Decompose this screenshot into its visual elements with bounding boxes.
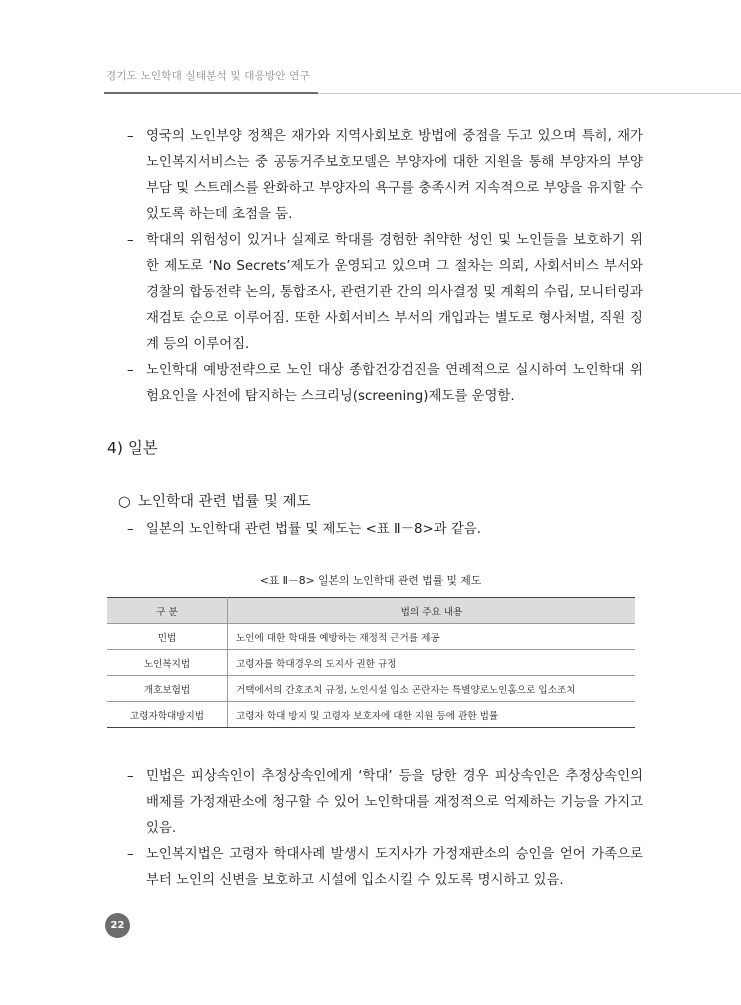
- japan-paragraph-1: [127, 764, 643, 842]
- table-cell: 고령자학대방지법: [107, 702, 228, 728]
- law-table: [107, 597, 635, 728]
- column-header: 구 분: [107, 598, 228, 624]
- uk-paragraph-1: [127, 124, 643, 228]
- dash-bullet: –: [127, 129, 134, 144]
- table-row: [107, 624, 635, 650]
- table-cell: 민법: [107, 624, 228, 650]
- section-heading: 4) 일본: [107, 439, 158, 457]
- paragraph-text: 영국의 노인부양 정책은 재가와 지역사회보호 방법에 중점을 두고 있으며 특히, 재가노인복지서비스는 중 공동거주보호모델은 부양자에 대한 지원을 통해 부양자의 부양부담 및 스트레스를 완화하고 부양자의 욕구를 충족시켜 지속적으로 부양을 유지할 수 있도록 하는데 초점을 둠.: [146, 129, 643, 223]
- table-cell: 거택에서의 간호조치 규정, 노인시설 입소 곤란자는 특별양로노인홈으로 입소조치: [228, 676, 636, 702]
- table-cell: 고령자를 학대경우의 도지사 권한 규정: [228, 650, 636, 676]
- paragraph-text: 민법은 피상속인이 추정상속인에게 ‘학대’ 등을 당한 경우 피상속인은 추정상속인의 배제를 가정재판소에 청구할 수 있어 노인학대를 재정적으로 억제하는 기능을 가지고 있음.: [146, 769, 643, 837]
- column-header: 법의 주요 내용: [228, 598, 636, 624]
- table-header-row: [107, 598, 635, 624]
- table-intro: [127, 518, 481, 537]
- paragraph-text: 학대의 위험성이 있거나 실제로 학대를 경험한 취약한 성인 및 노인들을 보호하기 위한 제도로 ‘No Secrets’제도가 운영되고 있으며 그 절차는 의뢰, 사회서비스 부서와 경찰의 합동전략 논의, 통합조사, 관련기관 간의 의사결정 및 계획의 수립, 모니터링과 재검토 순으로 이루어짐. 또한 사회서비스 부서의 개입과는 별도로 형사처벌, 직원 징계 등의 이루어짐.: [146, 233, 643, 353]
- dash-bullet: –: [127, 363, 134, 378]
- circle-item-label: 노인학대 관련 법률 및 제도: [138, 494, 311, 510]
- dash-bullet: –: [127, 769, 134, 784]
- japan-paragraph-2: [127, 842, 643, 894]
- circle-item: [118, 490, 311, 511]
- uk-paragraph-3: [127, 358, 643, 410]
- page-number-badge: 22: [105, 913, 130, 938]
- table-row: [107, 650, 635, 676]
- paragraph-text: 노인복지법은 고령자 학대사례 발생시 도지사가 가정재판소의 승인을 얻어 가족으로부터 노인의 신변을 보호하고 시설에 입소시킬 수 있도록 명시하고 있음.: [146, 847, 643, 889]
- table-cell: 개호보험법: [107, 676, 228, 702]
- circle-bullet-icon: ○: [118, 494, 131, 510]
- table-row: [107, 702, 635, 728]
- header-rule-dark: [104, 92, 318, 94]
- table-cell: 노인에 대한 학대를 예방하는 재정적 근거를 제공: [228, 624, 636, 650]
- running-header: 경기도 노인학대 실태분석 및 대응방안 연구: [106, 70, 310, 82]
- header-rule-light: [318, 93, 741, 94]
- table-intro-text: 일본의 노인학대 관련 법률 및 제도는 <표 Ⅱ－8>과 같음.: [146, 522, 482, 537]
- dash-bullet: –: [127, 522, 134, 537]
- paragraph-text: 노인학대 예방전략으로 노인 대상 종합건강검진을 연례적으로 실시하여 노인학대 위험요인을 사전에 탐지하는 스크리닝(screening)제도를 운영함.: [146, 363, 643, 405]
- uk-paragraph-2: [127, 228, 643, 358]
- table-cell: 노인복지법: [107, 650, 228, 676]
- table-row: [107, 676, 635, 702]
- dash-bullet: –: [127, 847, 134, 862]
- dash-bullet: –: [127, 233, 134, 248]
- table-cell: 고령자 학대 방지 및 고령자 보호자에 대한 지원 등에 관한 법률: [228, 702, 636, 728]
- table-caption: <표 Ⅱ－8> 일본의 노인학대 관련 법률 및 제도: [259, 574, 482, 587]
